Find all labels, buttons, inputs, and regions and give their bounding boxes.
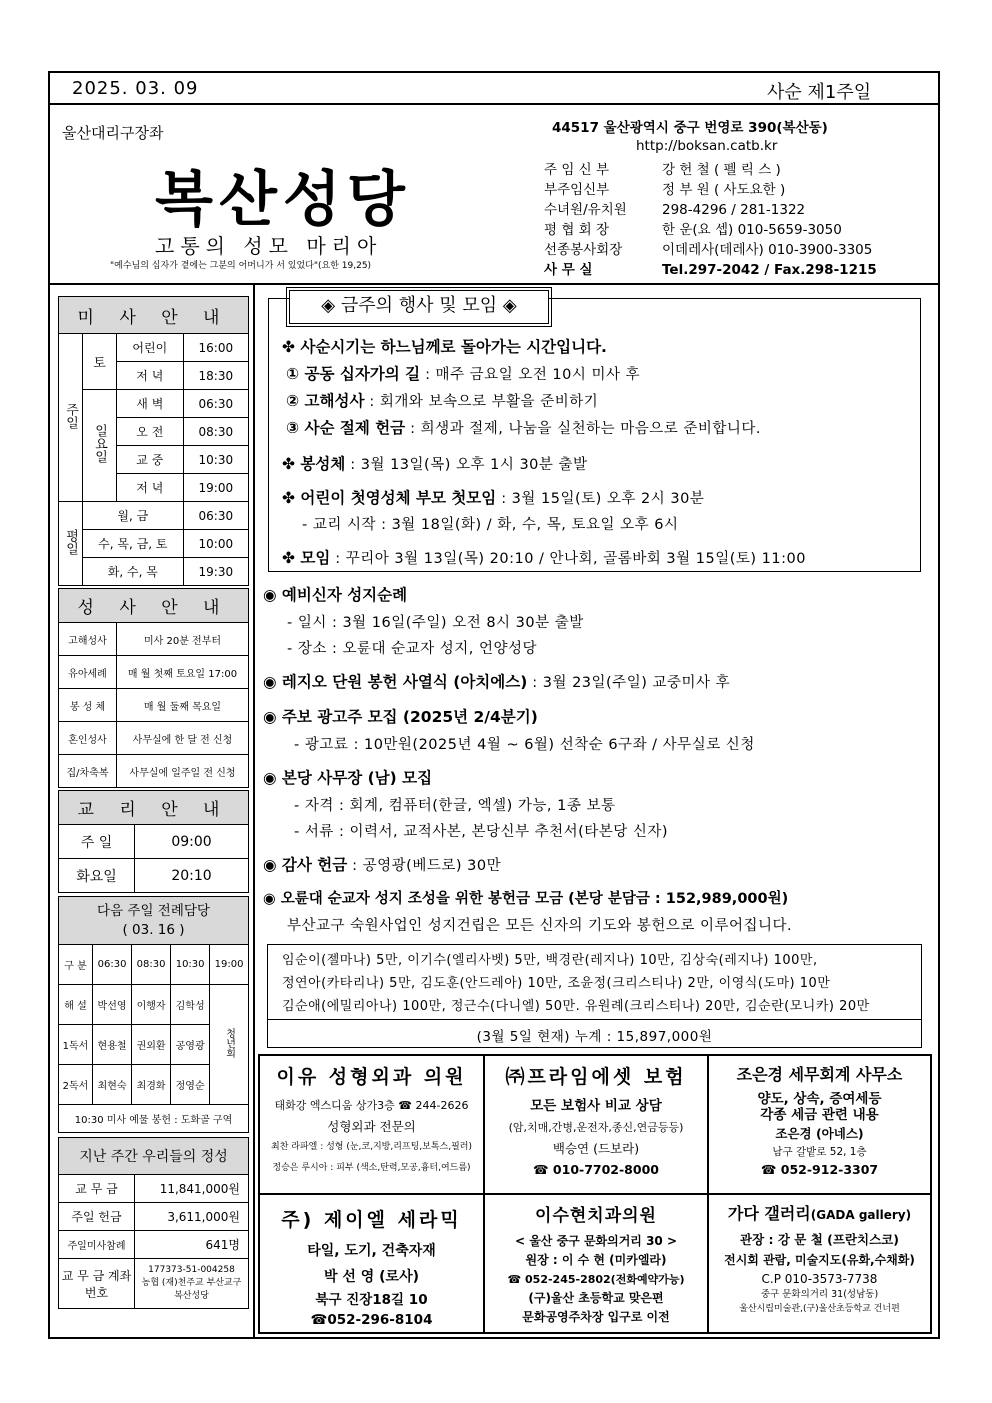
ad-line: (구)울산 초등학교 맞은편: [528, 1291, 664, 1305]
notice-shrine-desc: 부산교구 숙원사업인 성지건립은 모든 신자의 기도와 봉헌으로 이루어집니다.: [287, 918, 793, 934]
mass-time: 08:30: [183, 418, 248, 446]
mass-name: 저 녁: [117, 474, 184, 502]
offering-name: 주일 헌금: [59, 1203, 135, 1231]
mass-title: 미 사 안 내: [59, 297, 249, 334]
ad-line: 타일, 도기, 건축자재: [307, 1243, 436, 1259]
contact-row: 주 임 신 부 강 헌 철 ( 펠 릭 스 ): [544, 162, 781, 178]
liturgy-cell: 박선영: [93, 985, 132, 1025]
offering-name: 교 무 금: [59, 1175, 135, 1203]
notice-ad-recruit: ◉ 주보 광고주 모집 (2025년 2/4분기): [263, 708, 538, 726]
ad-line: 백승연 (드보라): [552, 1141, 640, 1156]
offering-value: 11,841,000원: [135, 1175, 249, 1203]
sacrament-name: 혼인성사: [59, 722, 117, 755]
liturgy-cell: 현용철: [93, 1025, 132, 1065]
donor-total: (3월 5일 현재) 누계 : 15,897,000원: [476, 1029, 713, 1045]
ad-line: 최찬 라파엘 : 성형 (눈,코,지방,리프팅,보톡스,필러): [271, 1142, 472, 1152]
notice-detail: - 일시 : 3월 16일(주일) 오전 8시 30분 출발: [287, 615, 584, 631]
ad-line: 문화공영주차장 입구로 이전: [522, 1310, 670, 1324]
account-number: 177373-51-004258: [148, 1265, 235, 1275]
ad-line: 울산시립미술관,(구)울산초등학교 건너편: [739, 1304, 900, 1314]
liturgy-role: 해 설: [59, 985, 93, 1025]
ad-title: 조은경 세무회계 사무소: [736, 1065, 903, 1084]
liturgy-role: 2독서: [59, 1065, 93, 1105]
notice-detail: - 광고료 : 10만원(2025년 4월 ~ 6월) 선착순 6구좌 / 사무실로 신청: [294, 737, 755, 753]
catechism-table: [58, 790, 249, 893]
notice-legio: ◉ 레지오 단원 봉헌 사열식 (아치에스) : 3월 23일(주일) 교중미사 후: [263, 673, 731, 691]
mass-name: 어린이: [117, 334, 184, 362]
weekday-label: 평일: [59, 502, 83, 586]
liturgy-title: 다음 주일 전례담당: [97, 902, 210, 919]
issue-date: 2025. 03. 09: [72, 78, 199, 99]
ad-dental: [484, 1194, 708, 1333]
sacrament-title: 성 사 안 내: [59, 589, 249, 623]
parish-website[interactable]: http://boksan.catb.kr: [636, 138, 778, 154]
ad-line: 중구 문화의거리 31(성남동): [760, 1289, 879, 1300]
donor-line: 김순애(에밀리아나) 100만, 정근수(다니엘) 50만. 유원례(크리스티나) 20만, 김순란(모니카) 20만: [282, 999, 870, 1014]
ad-line: ☎ 052-245-2802(전화예약가능): [507, 1273, 685, 1286]
catechism-title: 교 리 안 내: [59, 791, 249, 825]
patron-quote: "예수님의 십자가 곁에는 그분의 어머니가 서 있었다"(요한 19,25): [110, 261, 372, 271]
ad-tax-office: [708, 1055, 931, 1194]
lent-item: ① 공동 십자가의 길 : 매주 금요일 오전 10시 미사 후: [286, 365, 641, 383]
mass-name: 월, 금: [83, 502, 184, 530]
ad-line: ☎052-296-8104: [310, 1312, 433, 1328]
ad-line: 각종 세금 관련 내용: [760, 1107, 879, 1123]
mass-name: 새 벽: [117, 390, 184, 418]
account-label: 교 무 금 계좌번호: [59, 1259, 135, 1309]
sunday-day-label: 일요일: [83, 390, 117, 502]
notice-detail: - 장소 : 오륜대 순교자 성지, 언양성당: [287, 641, 537, 657]
liturgy-cell: 권외환: [132, 1025, 171, 1065]
ad-line: C.P 010-3573-7738: [761, 1272, 878, 1286]
ad-ceramic: [259, 1194, 484, 1333]
event-bongseong: ✤ 봉성체 : 3월 13일(목) 오후 1시 30분 출발: [282, 455, 588, 473]
ad-line: 관장 : 강 문 철 (프란치스코): [740, 1232, 899, 1247]
lent-item: ② 고해성사 : 회개와 보속으로 부활을 준비하기: [286, 392, 599, 410]
offering-value: 641명: [135, 1231, 249, 1259]
ad-title: 이수현치과의원: [535, 1206, 657, 1226]
mass-time: 18:30: [183, 362, 248, 390]
liturgy-cell: 정영순: [171, 1065, 210, 1105]
liturgy-header: 10:30: [171, 945, 210, 985]
notice-thanks: ◉ 감사 헌금 : 공영광(베드로) 30만: [263, 856, 502, 874]
notice-detail: - 서류 : 이력서, 교적사본, 본당신부 추천서(타본당 신자): [294, 824, 669, 840]
mass-name: 저 녁: [117, 362, 184, 390]
sacrament-value: 사무실에 일주일 전 신청: [117, 755, 249, 788]
donor-line: 정연아(카타리나) 5만, 김도훈(안드레아) 10만, 조윤정(크리스티나) 2만, 이영식(도마) 10만: [282, 976, 831, 991]
notice-office-recruit: ◉ 본당 사무장 (남) 모집: [263, 769, 433, 787]
lent-item: ③ 사순 절제 헌금 : 희생과 절제, 나눔을 실천하는 마음으로 준비합니다.: [286, 419, 761, 437]
liturgy-header: 19:00: [210, 945, 249, 985]
parish-address: 44517 울산광역시 중구 번영로 390(복산동): [552, 120, 828, 136]
mass-time: 10:30: [183, 446, 248, 474]
liturgy-header: 구 분: [59, 945, 93, 985]
ad-line: 박 선 영 (로사): [323, 1269, 420, 1285]
mass-name: 수, 목, 금, 토: [83, 530, 184, 558]
sacrament-name: 고해성사: [59, 623, 117, 656]
contact-row: 선종봉사회장 이데레사(데레사) 010-3900-3305: [544, 242, 873, 258]
ad-line: 북구 진장18길 10: [315, 1292, 428, 1308]
ad-line: 전시회 관람, 미술지도(유화,수채화): [724, 1253, 915, 1267]
mass-time: 16:00: [183, 334, 248, 362]
donor-divider: [267, 1019, 922, 1020]
event-communion-sub: - 교리 시작 : 3월 18일(화) / 화, 수, 목, 토요일 오후 6시: [302, 517, 679, 533]
ad-line: (암,치매,간병,운전자,종신,연금등등): [508, 1121, 684, 1134]
diocese-label: 울산대리구장좌: [62, 124, 164, 142]
sacrament-name: 유아세례: [59, 656, 117, 689]
liturgy-heading: [59, 897, 249, 945]
event-meeting: ✤ 모임 : 꾸리아 3월 13일(목) 20:10 / 안나회, 골롬바회 3월 15일(토) 11:00: [282, 549, 806, 567]
ad-line: ☎ 052-912-3307: [760, 1162, 879, 1177]
ad-title: 가다 갤러리(GADA gallery): [727, 1204, 912, 1223]
ad-line: 양도, 상속, 증여세등: [757, 1091, 882, 1107]
ads-grid: [258, 1054, 932, 1334]
liturgy-header: 06:30: [93, 945, 132, 985]
sacrament-table: [58, 588, 249, 788]
event-communion: ✤ 어린이 첫영성체 부모 첫모임 : 3월 15일(토) 오후 2시 30분: [282, 489, 705, 507]
lent-intro: ✤ 사순시기는 하느님께로 돌아가는 시간입니다.: [282, 338, 607, 356]
sunday-label: 주일: [59, 334, 83, 502]
notice-shrine: ◉ 오륜대 순교자 성지 조성을 위한 봉헌금 모금 (본당 분담금 : 152,989,000원): [263, 891, 789, 907]
ad-title: 주) 제이엘 세라믹: [281, 1209, 462, 1231]
contact-row: 평 협 회 장 한 운(요 셉) 010-5659-3050: [544, 222, 842, 238]
mass-name: 교 중: [117, 446, 184, 474]
mass-time: 06:30: [183, 390, 248, 418]
mass-name: 오 전: [117, 418, 184, 446]
liturgy-note: 10:30 미사 예물 봉헌 : 도화골 구역: [59, 1105, 249, 1133]
events-title: ◈ 금주의 행사 및 모임 ◈: [289, 290, 549, 324]
mass-time: 19:30: [183, 558, 248, 586]
catechism-day: 화요일: [59, 859, 135, 893]
ad-clinic: [259, 1055, 484, 1194]
patron-title: 고통의 성모 마리아: [155, 234, 383, 258]
contact-row: 부주임신부 정 부 원 ( 사도요한 ): [544, 182, 786, 198]
ad-line: ☎ 010-7702-8000: [533, 1162, 659, 1177]
column-divider: [253, 283, 255, 1339]
mass-time: 06:30: [183, 502, 248, 530]
saturday-label: 토: [83, 334, 117, 390]
catechism-time: 09:00: [135, 825, 249, 859]
ad-line: < 울산 중구 문화의거리 30 >: [514, 1234, 678, 1248]
liturgy-role: 1독서: [59, 1025, 93, 1065]
liturgy-cell: 공영광: [171, 1025, 210, 1065]
notice-detail: - 자격 : 회계, 컴퓨터(한글, 엑셀) 가능, 1종 보통: [294, 798, 616, 814]
mass-table: [58, 296, 249, 586]
offering-title: 지난 주간 우리들의 정성: [59, 1138, 249, 1175]
parish-title: 복산성당: [155, 165, 411, 235]
ad-line: 남구 갈밭로 52, 1층: [772, 1146, 867, 1158]
offering-table: [58, 1137, 249, 1309]
sacrament-value: 사무실에 한 달 전 신청: [117, 722, 249, 755]
ad-line: 모든 보험사 비교 상담: [530, 1098, 662, 1114]
account-info: [135, 1259, 249, 1309]
offering-value: 3,611,000원: [135, 1203, 249, 1231]
mass-name: 화, 수, 목: [83, 558, 184, 586]
ad-line: 태화강 엑스디움 상가3층 ☎ 244-2626: [274, 1099, 469, 1112]
mass-time: 19:00: [183, 474, 248, 502]
sacrament-value: 매 월 첫째 토요일 17:00: [117, 656, 249, 689]
contact-row: 사 무 실 Tel.297-2042 / Fax.298-1215: [544, 262, 877, 278]
contact-row: 수녀원/유치원 298-4296 / 281-1322: [544, 202, 806, 218]
mass-time: 10:00: [183, 530, 248, 558]
catechism-time: 20:10: [135, 859, 249, 893]
ad-title: ㈜프라임에셋 보험: [505, 1066, 687, 1088]
liturgy-header: 08:30: [132, 945, 171, 985]
sacrament-value: 미사 20분 전부터: [117, 623, 249, 656]
liturgy-cell: 김학성: [171, 985, 210, 1025]
ad-line: 조은경 (아네스): [775, 1126, 864, 1141]
sacrament-name: 봉 성 체: [59, 689, 117, 722]
liturgy-date: ( 03. 16 ): [122, 921, 185, 938]
ad-line: 원장 : 이 수 현 (미카엘라): [525, 1253, 667, 1267]
sacrament-name: 집/차축복: [59, 755, 117, 788]
offering-name: 주일미사참례: [59, 1231, 135, 1259]
liturgical-week: 사순 제1주일: [767, 82, 872, 103]
ad-line: 정승은 루시아 : 피부 (색소,탄력,모공,흉터,여드름): [272, 1163, 471, 1173]
account-bank: 농협 (재)천주교 부산교구: [141, 1278, 242, 1288]
sacrament-value: 매 월 둘째 목요일: [117, 689, 249, 722]
ad-line: 성형외과 전문의: [327, 1119, 416, 1134]
ad-insurance: [484, 1055, 708, 1194]
liturgy-cell: 최경화: [132, 1065, 171, 1105]
youth-group: 청년회: [210, 985, 249, 1105]
donor-line: 임순이(젤마나) 5만, 이기수(엘리사벳) 5만, 백경란(레지나) 10만, 김상숙(레지나) 100만,: [282, 953, 818, 968]
notice-pilgrimage: ◉ 예비신자 성지순례: [263, 586, 408, 604]
liturgy-table: [58, 896, 249, 1133]
liturgy-cell: 이행자: [132, 985, 171, 1025]
catechism-day: 주 일: [59, 825, 135, 859]
liturgy-cell: 최현숙: [93, 1065, 132, 1105]
account-name: 복산성당: [174, 1291, 209, 1301]
ad-title: 이유 성형외과 의원: [276, 1066, 467, 1088]
masthead-divider: [48, 283, 940, 285]
ad-gallery: [708, 1194, 931, 1333]
